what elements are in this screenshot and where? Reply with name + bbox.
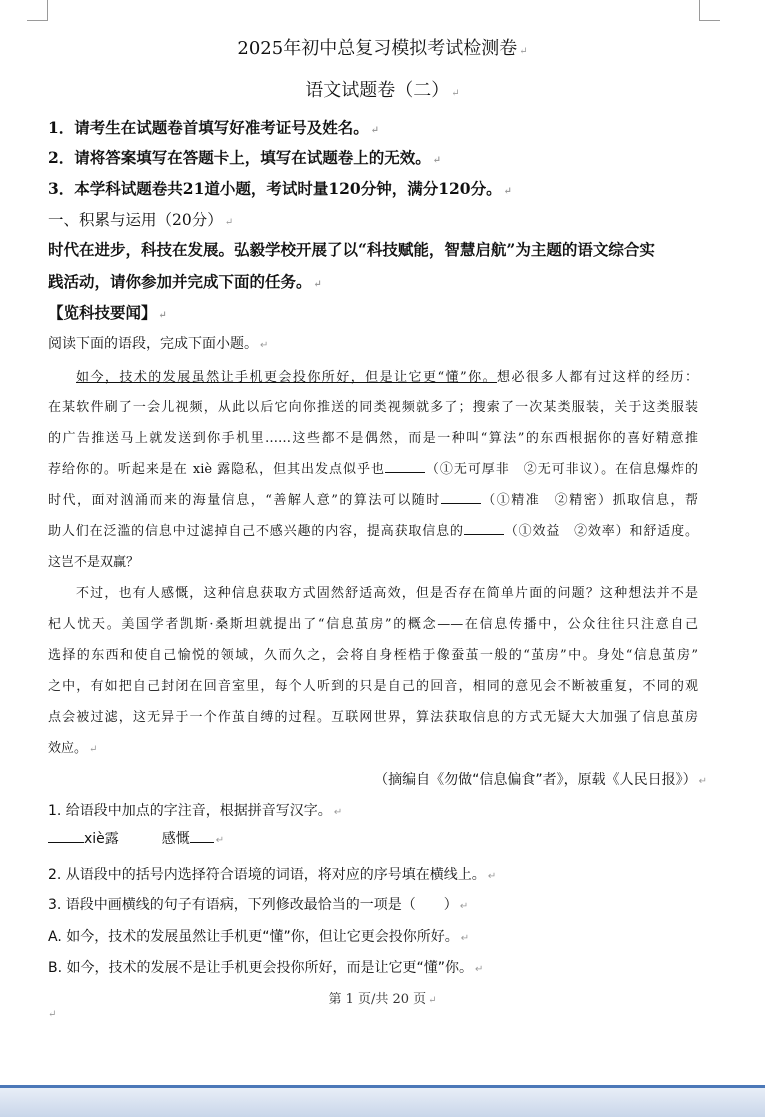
passage-p1-line-6: 助人们在泛滥的信息中过滤掉自己不感兴趣的内容，提高获取信息的 （①效益 ②效率）和舒适度。: [48, 524, 698, 539]
passage-p2-line-5: 点会被过滤，这无异于一个作茧自缚的过程。互联网世界，算法获取信息的方式无疑大大加强了信息茧房: [48, 710, 698, 725]
exam-subtitle: 语文试题卷（二） ↵: [305, 80, 460, 101]
page-corner-mark-right: [699, 0, 720, 21]
passage-p2-line-3: 选择的东西和使自己愉悦的领域，久而久之，会将自身桎梏于像蚕茧一般的“茧房”中。身处“信息茧房”: [48, 648, 698, 663]
answer-blank: [48, 830, 84, 843]
option-a: A. 如今，技术的发展虽然让手机更“懂”你，但让它更会投你所好。 ↵: [48, 929, 470, 945]
passage-p1-line-2: 在某软件刷了一会儿视频，从此以后它向你推送的同类视频就多了；搜索了一次某类服装，关于这类服装: [48, 400, 698, 415]
source-citation: （摘编自《勿做“信息偏食”者》，原载《人民日报》） ↵: [374, 772, 707, 788]
answer-blank: [464, 522, 504, 535]
section-heading: 一、积累与运用（20分） ↵: [48, 211, 234, 229]
passage-p2-line-2: 杞人忧天。美国学者凯斯·桑斯坦就提出了“信息茧房”的概念——在信息传播中，公众往往只注意自己: [48, 617, 698, 632]
page-corner-mark-left: [27, 0, 48, 21]
passage-p2-line-4: 之中，有如把自己封闭在回音室里，每个人听到的只是自己的回音，相同的意见会不断被重复，不同的观: [48, 679, 698, 694]
notice-2: 2．请将答案填写在答题卡上，填写在试题卷上的无效。 ↵: [48, 148, 442, 167]
answer-blank: [385, 460, 425, 473]
passage-p1-line-4: 荐给你的。听起来是在 xiè 露隐私，但其出发点似乎也 （①无可厚非 ②无可非议）。在信息爆炸的: [48, 462, 698, 477]
passage-p1-line-3: 的广告推送马上就发送到你手机里……这些都不是偶然，而是一种叫“算法”的东西根据你的喜好精意推: [48, 431, 698, 446]
question-1: 1. 给语段中加点的字注音，根据拼音写汉字。 ↵: [48, 803, 343, 819]
question-2: 2. 从语段中的括号内选择符合语境的词语，将对应的序号填在横线上。 ↵: [48, 867, 497, 883]
status-bar: [0, 1088, 765, 1117]
answer-blank: [190, 830, 214, 843]
notice-3: 3．本学科试题卷共21道小题，考试时量120分钟，满分120分。 ↵: [48, 179, 512, 198]
question-1-items: xiè露 感慨 ↵: [48, 828, 224, 848]
exam-title: 2025年初中总复习模拟考试检测卷 ↵: [237, 38, 528, 59]
underlined-sentence: 如今，技术的发展虽然让手机更会投你所好，但是让它更“懂”你。: [76, 370, 498, 385]
notice-1: 1．请考生在试题卷首填写好准考证号及姓名。 ↵: [48, 118, 380, 137]
task-heading: 【览科技要闻】 ↵: [48, 303, 167, 322]
intro-line-1: 时代在进步，科技在发展。弘毅学校开展了以“科技赋能，智慧启航”为主题的语文综合实: [48, 240, 655, 259]
passage-p2-line-1: 不过，也有人感慨，这种信息获取方式固然舒适高效，但是否存在简单片面的问题？这种想法并不是: [76, 586, 698, 601]
passage-p1-line-7: 这岂不是双赢？: [48, 555, 140, 570]
passage-p1-line-5: 时代，面对汹涌而来的海量信息，“善解人意”的算法可以随时 （①精准 ②精密）抓取信息，帮: [48, 493, 698, 508]
passage-p2-line-6: 效应。 ↵: [48, 741, 98, 756]
paragraph-mark: ↵: [48, 1009, 57, 1020]
instruction: 阅读下面的语段，完成下面小题。 ↵: [48, 336, 269, 352]
intro-line-2: 践活动，请你参加并完成下面的任务。 ↵: [48, 272, 322, 291]
answer-blank: [441, 491, 481, 504]
option-b: B. 如今，技术的发展不是让手机更会投你所好，而是让它更“懂”你。 ↵: [48, 960, 484, 976]
question-3: 3. 语段中画横线的句子有语病，下列修改最恰当的一项是（ ） ↵: [48, 897, 469, 913]
page-footer: 第 1 页/共 20 页 ↵: [328, 992, 437, 1007]
passage-p1-line-1: 如今，技术的发展虽然让手机更会投你所好，但是让它更“懂”你。想必很多人都有过这样的经历：: [76, 370, 698, 385]
